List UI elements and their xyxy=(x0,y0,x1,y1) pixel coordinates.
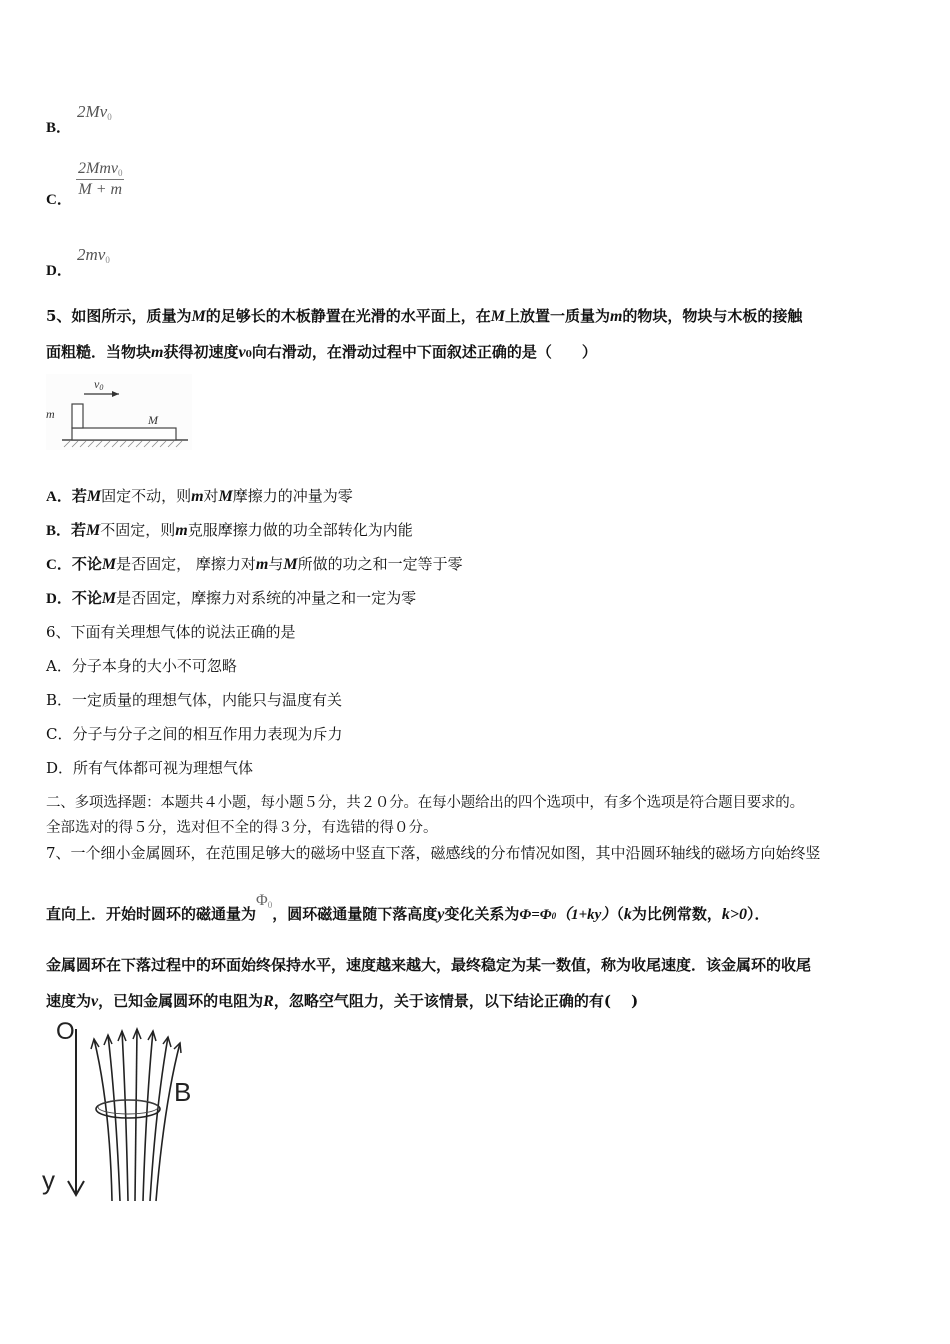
q7-stem-line4: 速度为v，已知金属圆环的电阻为R，忽略空气阻力，关于该情景，以下结论正确的有( ) xyxy=(46,992,639,1010)
q6-stem: 6、下面有关理想气体的说法正确的是 xyxy=(46,623,296,641)
option-d-label: D． xyxy=(46,263,72,279)
q6-option-d: D．所有气体都可视为理想气体 xyxy=(46,759,254,777)
q6-option-a: A．分子本身的大小不可忽略 xyxy=(46,657,237,675)
y-axis-label: y xyxy=(42,1165,55,1195)
q5-stem-line1: 5、如图所示，质量为M的足够长的木板静置在光滑的水平面上，在M上放置一质量为m的物块，物块与木板的接触 xyxy=(46,307,803,325)
block-m xyxy=(72,404,83,428)
q7-stem-line2: 直向上．开始时圆环的磁通量为$\Phi_0$，圆环磁通量随下落高度y变化关系为Φ=Φ0（1+ky）（k为比例常数，k>0）． xyxy=(46,892,770,923)
q5-option-a: A．若M固定不动，则m对M摩擦力的冲量为零 xyxy=(46,487,353,505)
field-label: B xyxy=(174,1077,192,1107)
block-label: m xyxy=(46,407,55,421)
block-on-board-figure xyxy=(44,372,194,452)
q6-option-b: B．一定质量的理想气体，内能只与温度有关 xyxy=(46,691,343,709)
q5-stem-line2: 面粗糙．当物块m获得初速度v0向右滑动，在滑动过程中下面叙述正确的是（ ） xyxy=(46,343,597,361)
q5-option-d: D．不论M是否固定，摩擦力对系统的冲量之和一定为零 xyxy=(46,589,417,607)
option-c-fraction: 2Mmv$_0$ M + m xyxy=(78,160,123,198)
option-d-formula: $2mv_0$ xyxy=(77,245,110,265)
board-label: M xyxy=(148,413,158,427)
option-b-label: B． xyxy=(46,120,72,136)
board-M xyxy=(72,428,176,440)
velocity-label: v0 xyxy=(94,377,104,392)
section-2-scoring: 全部选对的得５分，选对但不全的得３分，有选错的得０分。 xyxy=(46,820,438,836)
magnetic-field-figure xyxy=(40,1015,210,1205)
q5-option-b: B．若M不固定，则m克服摩擦力做的功全部转化为内能 xyxy=(46,521,413,539)
q7-stem-line1: 7、一个细小金属圆环，在范围足够大的磁场中竖直下落，磁感线的分布情况如图，其中沿圆环轴线的磁场方向始终竖 xyxy=(46,844,821,862)
q7-stem-line3: 金属圆环在下落过程中的环面始终保持水平，速度越来越大，最终稳定为某一数值，称为收尾速度．该金属环的收尾 xyxy=(46,956,812,974)
q5-option-c: C．不论M是否固定， 摩擦力对m与M所做的功之和一定等于零 xyxy=(46,555,463,573)
option-c-label: C． xyxy=(46,192,72,208)
section-2-heading: 二、多项选择题：本题共４小题，每小题５分，共２０分。在每小题给出的四个选项中，有多个选项是符合题目要求的。 xyxy=(46,795,804,811)
origin-label: O xyxy=(56,1018,75,1045)
q6-option-c: C．分子与分子之间的相互作用力表现为斥力 xyxy=(46,725,343,743)
option-b-formula: $2Mv_0$ xyxy=(77,102,112,122)
